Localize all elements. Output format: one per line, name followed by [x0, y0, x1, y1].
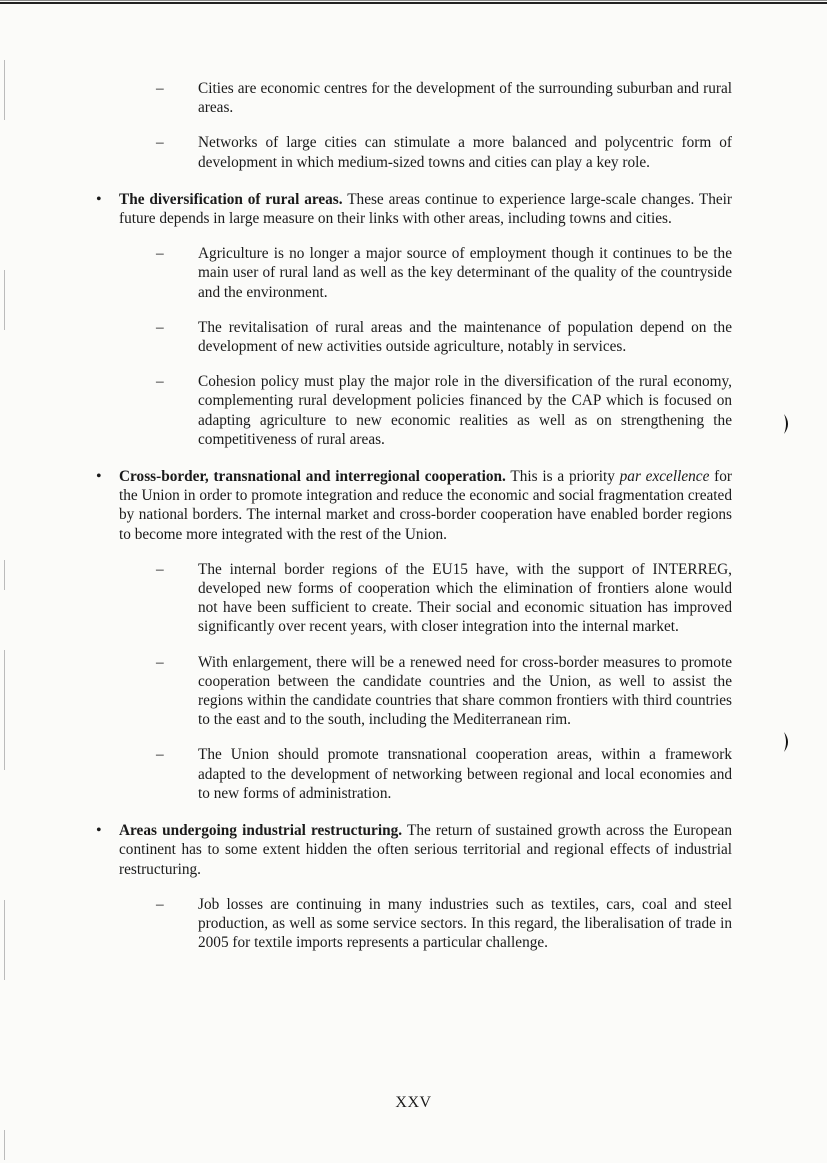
top-edge-rule: [0, 2, 827, 4]
bullet-text: for the Union in order to promote integration and reduce the economic and social fragmentation created by national borders. The internal market and cross-border cooperation have enabled border regions to become more integrated with the rest of the Union.: [119, 468, 732, 543]
sub-item-text: Job losses are continuing in many industries such as textiles, cars, coal and steel production, as well as some service sectors. In this regard, the liberalisation of trade in 2005 for textile imports represents a particular challenge.: [198, 895, 732, 952]
bullet-heading: Areas undergoing industrial restructuring.: [119, 822, 403, 840]
sub-item: [96, 653, 732, 730]
dash-marker: –: [156, 245, 164, 263]
bullet-marker: •: [96, 190, 102, 208]
bullet-italic-text: par excellence: [619, 468, 710, 486]
bullet-item: [96, 821, 732, 879]
dash-marker: –: [156, 318, 164, 336]
dash-marker: –: [156, 80, 164, 97]
left-edge-mark: [4, 900, 5, 980]
document-body: [96, 79, 732, 952]
sub-item-text: The internal border regions of the EU15 have, with the support of INTERREG, developed new forms of cooperation which the elimination of frontiers alone would not have been sufficient to create. Their social and economic situation has improved significantly over recent years, with closer integration into the internal market.: [198, 560, 732, 636]
left-edge-mark: [4, 270, 5, 330]
sub-item: [96, 745, 732, 803]
bullet-text: The return of sustained growth across the European continent has to some extent hidden the often serious territorial and regional effects of industrial restructuring.: [119, 822, 732, 878]
dash-marker: –: [156, 373, 164, 391]
sub-item-text: Networks of large cities can stimulate a more balanced and polycentric form of development in which medium-sized towns and cities can play a key role.: [198, 134, 732, 171]
top-edge-line: [0, 0, 827, 1]
dash-marker: –: [156, 134, 164, 152]
sub-item: [96, 79, 732, 117]
dash-marker: –: [156, 560, 164, 578]
sub-item: [96, 244, 732, 302]
page-number: XXV: [395, 1094, 432, 1111]
bullet-item: [96, 190, 732, 228]
sub-item-text: With enlargement, there will be a renewed need for cross-border measures to promote cooperation between the candidate countries and the Union, as well to assist the regions within the candidate countries that share common frontiers with third countries to the east and to the south, including the Mediterranean rim.: [198, 653, 732, 729]
dash-marker: –: [156, 653, 164, 671]
bullet-marker: •: [96, 822, 102, 840]
sub-item: [96, 133, 732, 171]
bullet-heading: The diversification of rural areas.: [119, 190, 343, 208]
sub-item-text: Cities are economic centres for the development of the surrounding suburban and rural areas.: [198, 80, 732, 117]
bullet-heading: Cross-border, transnational and interregional cooperation.: [119, 468, 506, 486]
binder-hole-mark: [783, 414, 792, 434]
sub-item: [96, 560, 732, 637]
dash-marker: –: [156, 895, 164, 913]
left-edge-mark: [4, 60, 5, 120]
sub-item-text: Agriculture is no longer a major source of employment though it continues to be the main user of rural land as well as the key determinant of the quality of the countryside and the environment.: [198, 245, 732, 301]
binder-hole-mark: [783, 732, 792, 752]
bullet-item: [96, 467, 732, 544]
sub-item: [96, 895, 732, 953]
sub-item: [96, 372, 732, 449]
dash-marker: –: [156, 746, 164, 764]
bullet-text: This is a priority: [505, 468, 620, 486]
sub-item: [96, 318, 732, 356]
left-edge-mark: [4, 1130, 5, 1160]
left-edge-mark: [4, 560, 5, 590]
sub-item-text: The revitalisation of rural areas and the maintenance of population depend on the development of new activities outside agriculture, notably in services.: [198, 318, 732, 356]
bullet-text: These areas continue to experience large-scale changes. Their future depends in large measure on their links with other areas, including towns and cities.: [119, 190, 732, 228]
sub-item-text: Cohesion policy must play the major role in the diversification of the rural economy, complementing rural development policies financed by the CAP which is focused on adapting agriculture to new economic realities as well as on strengthening the competitiveness of rural areas.: [198, 373, 732, 448]
bullet-marker: •: [96, 468, 102, 486]
sub-item-text: The Union should promote transnational cooperation areas, within a framework adapted to the development of networking between regional and local economies and to new forms of administration.: [198, 746, 732, 802]
left-edge-mark: [4, 650, 5, 770]
